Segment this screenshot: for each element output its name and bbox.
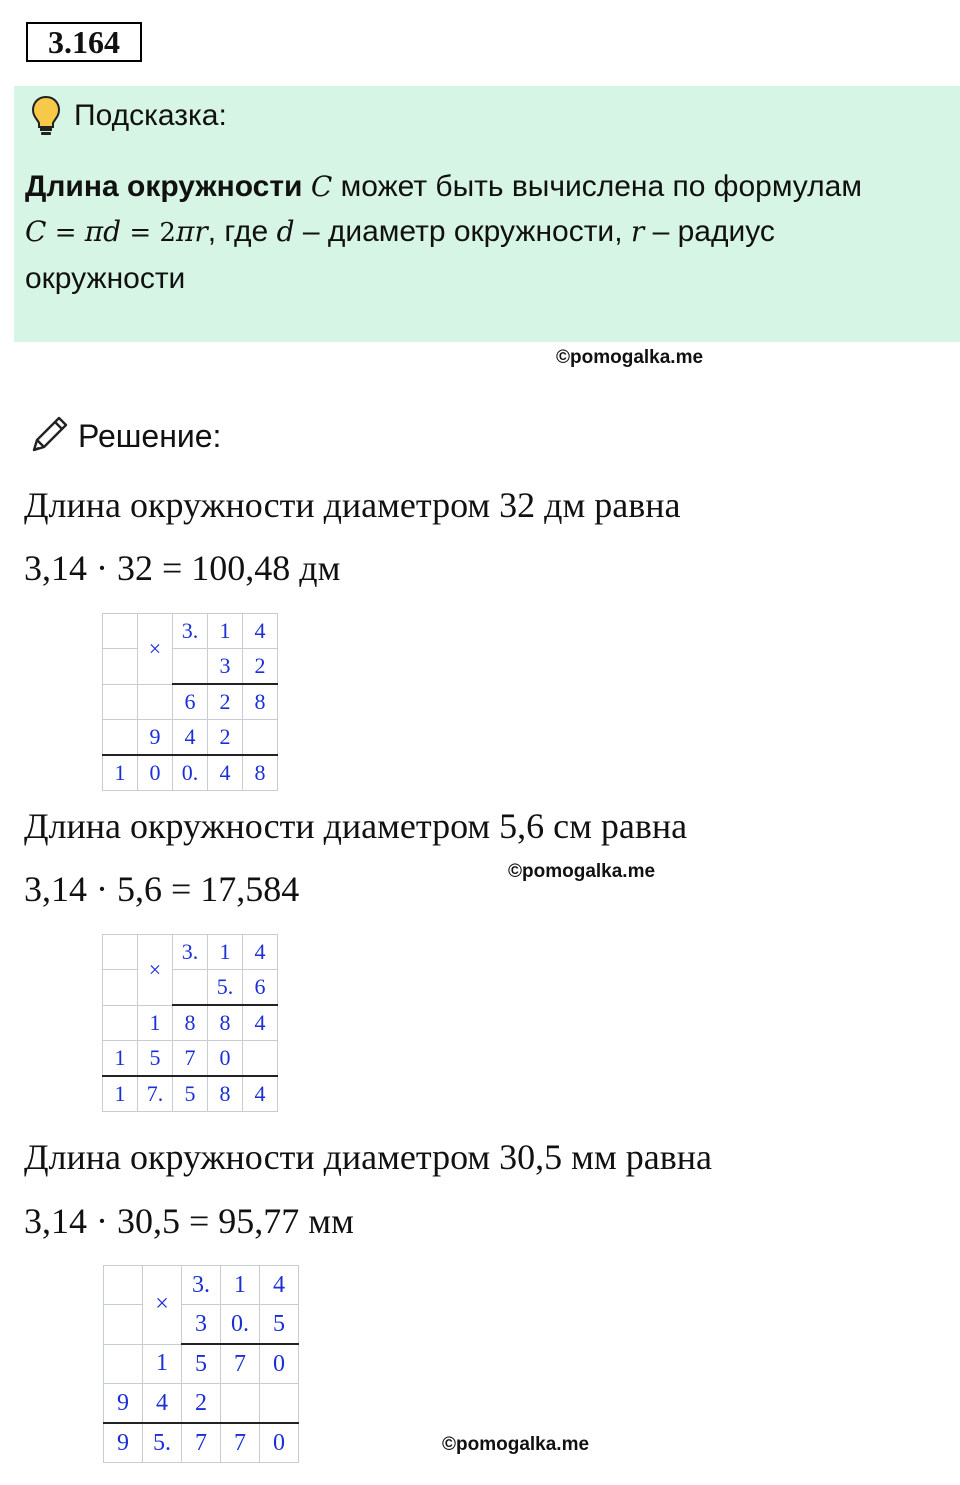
grid-row bbox=[103, 935, 278, 970]
solution-title: Решение: bbox=[78, 418, 222, 454]
grid-cell: 5 bbox=[138, 1041, 173, 1077]
grid-cell: 1 bbox=[138, 1005, 173, 1041]
grid-cell bbox=[103, 684, 138, 720]
multiplication-grid-1 bbox=[102, 613, 278, 791]
grid-cell bbox=[103, 614, 138, 649]
grid-cell: 8 bbox=[243, 755, 278, 791]
grid-row bbox=[104, 1266, 299, 1305]
grid-cell: 0 bbox=[260, 1423, 299, 1463]
times-sign: × bbox=[143, 1266, 182, 1345]
hint-title: Подсказка: bbox=[74, 99, 227, 132]
grid-cell bbox=[103, 970, 138, 1006]
grid-row bbox=[103, 649, 278, 685]
hint-text-5: окружности bbox=[25, 262, 186, 295]
grid-cell: 8 bbox=[208, 1076, 243, 1112]
grid-cell: 1 bbox=[208, 935, 243, 970]
watermark: ©pomogalka.me bbox=[556, 347, 704, 368]
grid-cell: 2 bbox=[208, 720, 243, 756]
hint-text-1: может быть вычислена по формулам bbox=[332, 170, 862, 203]
pencil-icon bbox=[28, 412, 72, 456]
grid-row bbox=[103, 970, 278, 1006]
grid-row bbox=[103, 1005, 278, 1041]
grid-cell: 1 bbox=[208, 614, 243, 649]
grid-cell: 8 bbox=[243, 684, 278, 720]
grid-cell: 5. bbox=[143, 1423, 182, 1463]
grid-row bbox=[104, 1384, 299, 1424]
grid-cell: 4 bbox=[243, 614, 278, 649]
formula-d: d bbox=[103, 215, 122, 248]
formula-eq2: = 2 bbox=[121, 218, 176, 248]
grid-cell bbox=[103, 720, 138, 756]
grid-cell: 4 bbox=[243, 1005, 278, 1041]
grid-cell bbox=[173, 970, 208, 1006]
multiplication-grid-2 bbox=[102, 934, 278, 1112]
grid-cell: 0. bbox=[173, 755, 208, 791]
var-c: C bbox=[310, 170, 333, 203]
grid-cell: 4 bbox=[243, 935, 278, 970]
var-d: d bbox=[276, 215, 295, 248]
grid-cell: 1 bbox=[221, 1266, 260, 1305]
grid-row bbox=[103, 614, 278, 649]
grid-row bbox=[103, 755, 278, 791]
grid-cell: 5 bbox=[260, 1305, 299, 1345]
statement-2: Длина окружности диаметром 5,6 см равна bbox=[24, 806, 688, 846]
equation-2: 3,14 · 5,6 = 17,584 bbox=[24, 869, 300, 909]
grid-cell bbox=[173, 649, 208, 685]
grid-cell bbox=[104, 1266, 143, 1305]
grid-cell: 1 bbox=[143, 1344, 182, 1384]
times-sign: × bbox=[138, 935, 173, 1006]
formula-pi: π bbox=[84, 215, 104, 248]
grid-cell bbox=[103, 935, 138, 970]
task-number: 3.164 bbox=[26, 22, 142, 62]
grid-cell: 1 bbox=[103, 755, 138, 791]
var-r: r bbox=[630, 215, 645, 248]
grid-cell: 7 bbox=[182, 1423, 221, 1463]
grid-cell: 4 bbox=[208, 755, 243, 791]
grid-row bbox=[103, 1041, 278, 1077]
grid-cell bbox=[243, 720, 278, 756]
grid-cell: 2 bbox=[182, 1384, 221, 1424]
grid-cell: 2 bbox=[208, 684, 243, 720]
grid-cell: 8 bbox=[208, 1005, 243, 1041]
grid-cell: 5 bbox=[182, 1344, 221, 1384]
grid-cell bbox=[260, 1384, 299, 1424]
grid-cell: 6 bbox=[243, 970, 278, 1006]
grid-cell: 4 bbox=[243, 1076, 278, 1112]
grid-cell: 6 bbox=[173, 684, 208, 720]
grid-cell: 0 bbox=[138, 755, 173, 791]
equation-3: 3,14 · 30,5 = 95,77 мм bbox=[24, 1201, 354, 1241]
grid-cell bbox=[103, 1005, 138, 1041]
watermark: ©pomogalka.me bbox=[508, 861, 656, 882]
grid-cell: 3 bbox=[182, 1305, 221, 1345]
grid-cell bbox=[104, 1305, 143, 1345]
formula-eq1: = bbox=[46, 218, 85, 248]
grid-cell: 0. bbox=[221, 1305, 260, 1345]
grid-row bbox=[103, 1076, 278, 1112]
grid-cell: 4 bbox=[143, 1384, 182, 1424]
grid-cell: 3. bbox=[173, 614, 208, 649]
hint-text-3: – диаметр окружности, bbox=[294, 215, 631, 248]
grid-cell: 7 bbox=[221, 1344, 260, 1384]
hint-text-4: – радиус bbox=[644, 215, 775, 248]
grid-row bbox=[104, 1305, 299, 1345]
grid-cell: 5. bbox=[208, 970, 243, 1006]
grid-cell bbox=[104, 1344, 143, 1384]
grid-cell: 1 bbox=[103, 1041, 138, 1077]
grid-cell: 5 bbox=[173, 1076, 208, 1112]
grid-cell bbox=[138, 684, 173, 720]
grid-cell bbox=[221, 1384, 260, 1424]
grid-cell: 7 bbox=[221, 1423, 260, 1463]
formula-pi2: π bbox=[175, 215, 195, 248]
formula-c: C bbox=[25, 215, 47, 248]
grid-cell: 4 bbox=[173, 720, 208, 756]
hint-box bbox=[14, 86, 960, 342]
grid-row bbox=[103, 720, 278, 756]
grid-cell: 2 bbox=[243, 649, 278, 685]
grid-row bbox=[103, 684, 278, 720]
grid-cell: 9 bbox=[104, 1423, 143, 1463]
statement-1: Длина окружности диаметром 32 дм равна bbox=[24, 485, 681, 525]
grid-cell: 0 bbox=[260, 1344, 299, 1384]
grid-cell: 7. bbox=[138, 1076, 173, 1112]
grid-row bbox=[104, 1423, 299, 1463]
grid-cell: 1 bbox=[103, 1076, 138, 1112]
hint-text-2: , где bbox=[207, 215, 277, 248]
grid-row bbox=[104, 1344, 299, 1384]
statement-3: Длина окружности диаметром 30,5 мм равна bbox=[24, 1137, 712, 1177]
grid-cell: 4 bbox=[260, 1266, 299, 1305]
grid-cell bbox=[243, 1041, 278, 1077]
grid-cell: 9 bbox=[138, 720, 173, 756]
grid-cell: 3. bbox=[182, 1266, 221, 1305]
equation-1: 3,14 · 32 = 100,48 дм bbox=[24, 548, 341, 588]
multiplication-grid-3 bbox=[103, 1265, 299, 1463]
grid-cell: 7 bbox=[173, 1041, 208, 1077]
grid-cell: 8 bbox=[173, 1005, 208, 1041]
grid-cell: 3. bbox=[173, 935, 208, 970]
hint-text bbox=[25, 164, 950, 301]
times-sign: × bbox=[138, 614, 173, 685]
hint-bold-lead: Длина окружности bbox=[25, 170, 303, 203]
grid-cell bbox=[103, 649, 138, 685]
grid-cell: 3 bbox=[208, 649, 243, 685]
grid-cell: 0 bbox=[208, 1041, 243, 1077]
grid-cell: 9 bbox=[104, 1384, 143, 1424]
lightbulb-icon bbox=[30, 94, 62, 138]
watermark: ©pomogalka.me bbox=[442, 1434, 590, 1455]
formula-r: r bbox=[194, 215, 208, 248]
